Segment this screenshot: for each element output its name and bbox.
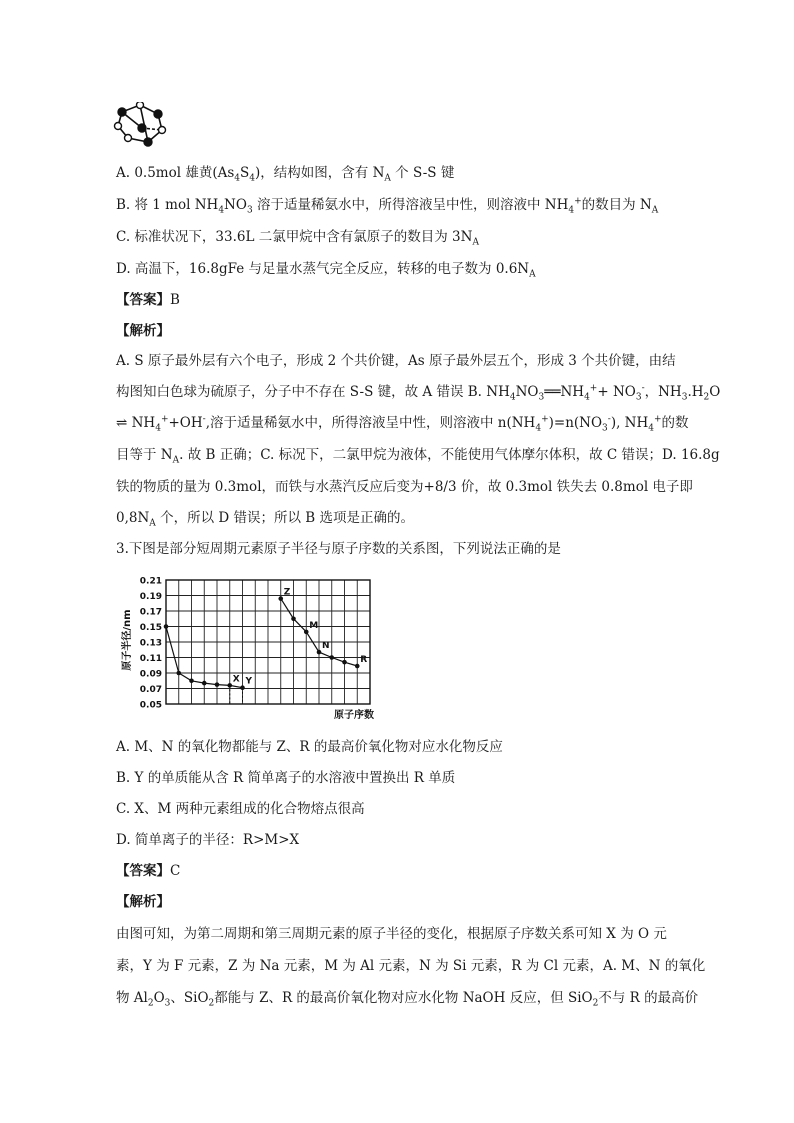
chart-xlabel: 原子序数 — [334, 710, 374, 721]
data-point — [189, 678, 194, 683]
option-2c: C. 标准状况下，33.6L 二氯甲烷中含有氯原子的数目为 $3N_A$ — [116, 229, 479, 248]
data-point — [176, 671, 181, 676]
point-label: N — [322, 641, 330, 652]
data-point — [291, 616, 296, 621]
data-point — [164, 624, 169, 629]
option-3d: D. 简单离子的半径：R>M>X — [116, 832, 300, 848]
analysis-2-line-1: A. S 原子最外层有六个电子，形成 2 个共价键，As 原子最外层五个，形成 3 个共价键，由结 — [116, 353, 676, 369]
atomic-radius-chart — [118, 562, 388, 722]
y-tick-label: 0.07 — [139, 685, 162, 695]
analysis-2-line-4: 目等于 $N_A$. 故 B 正确；C. 标况下，二氯甲烷为液体，不能使用气体摩尔体积，故 C 错误；D. 16.8g — [116, 447, 720, 466]
y-tick-label: 0.19 — [139, 592, 162, 602]
y-tick-label: 0.11 — [139, 654, 162, 664]
point-label: Z — [283, 587, 291, 598]
y-tick-label: 0.05 — [139, 700, 162, 711]
data-point — [304, 630, 309, 635]
option-2a: A. 0.5mol 雄黄$(As_4S_4)$，结构如图，含有 $N_A$ 个 S-S 键 — [116, 165, 455, 184]
point-label: R — [360, 655, 368, 666]
analysis-2-line-6: $0,8N_A$ 个，所以 D 错误；所以 B 选项是正确的。 — [116, 510, 414, 529]
point-label: Y — [245, 676, 253, 687]
data-point — [227, 683, 232, 688]
question-3: 3.下图是部分短周期元素原子半径与原子序数的关系图，下列说法正确的是 — [116, 541, 561, 557]
option-2d: D. 高温下，16.8gFe 与足量水蒸气完全反应，转移的电子数为 $0.6N_A$ — [116, 261, 536, 280]
analysis-2-line-3: ⇌ $NH_4^++OH^-$,溶于适量稀氨水中，所得溶液呈中性，则溶液中 $n(NH_4^+)=n(NO_3^-)$, $NH_4^+$的数 — [116, 414, 689, 434]
analysis-3-line-1: 由图可知，为第二周期和第三周期元素的原子半径的变化，根据原子序数关系可知 X 为 O 元 — [116, 926, 667, 942]
as4s4-structure-figure — [112, 102, 172, 150]
data-point — [342, 660, 347, 665]
data-point — [355, 664, 360, 669]
analysis-label-2: 【解析】 — [116, 323, 170, 339]
data-point — [329, 655, 334, 660]
y-tick-label: 0.21 — [139, 576, 162, 587]
answer-2: 【答案】B — [116, 292, 180, 308]
data-point — [215, 682, 220, 687]
analysis-2-line-2: 构图知白色球为硫原子，分子中不存在 S-S 键，故 A 错误 B. $NH_4NO_3══NH_4^++ NO_3^-$，$NH_3.H_2O$ — [116, 383, 721, 403]
analysis-3-line-2: 素，Y 为 F 元素，Z 为 Na 元素，M 为 Al 元素，N 为 Si 元素，R 为 Cl 元素，A. M、N 的氧化 — [116, 958, 706, 974]
option-3c: C. X、M 两种元素组成的化合物熔点很高 — [116, 801, 365, 817]
answer-3: 【答案】C — [116, 863, 181, 879]
option-3a: A. M、N 的氧化物都能与 Z、R 的最高价氧化物对应水化物反应 — [116, 739, 503, 755]
y-tick-label: 0.13 — [139, 638, 162, 649]
option-2b: B. 将 1 mol $NH_4NO_3$ 溶于适量稀氨水中，所得溶液呈中性，则溶液中 $NH_4^+$的数目为 $N_A$ — [116, 196, 659, 216]
data-point — [278, 596, 283, 601]
y-tick-label: 0.15 — [139, 623, 162, 633]
y-tick-label: 0.09 — [139, 669, 162, 680]
point-label: X — [232, 674, 240, 685]
analysis-label-3: 【解析】 — [116, 894, 170, 910]
analysis-2-line-5: 铁的物质的量为 0.3mol，而铁与水蒸汽反应后变为+8/3 价，故 0.3mol 铁失去 0.8mol 电子即 — [116, 479, 693, 495]
data-point — [240, 685, 245, 690]
chart-ylabel: 原子半径/nm — [122, 609, 133, 671]
option-3b: B. Y 的单质能从含 R 简单离子的水溶液中置换出 R 单质 — [116, 770, 456, 786]
analysis-3-line-3: 物 $Al_2O_3$、SiO$_2$都能与 Z、R 的最高价氧化物对应水化物 NaOH 反应，但 SiO$_2$不与 R 的最高价 — [116, 990, 699, 1009]
data-point — [202, 681, 207, 686]
data-point — [317, 650, 322, 655]
y-tick-label: 0.17 — [139, 607, 162, 618]
point-label: M — [309, 620, 319, 631]
